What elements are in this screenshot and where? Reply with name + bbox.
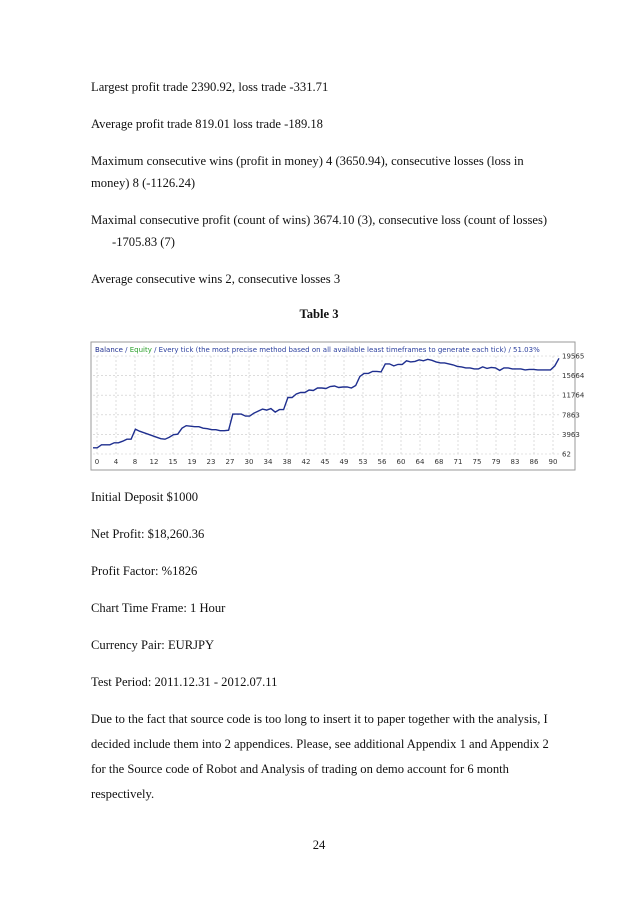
x-tick-label: 49	[339, 458, 349, 466]
x-tick-label: 75	[472, 458, 482, 466]
legend-description: / Every tick (the most precise method based on all available least timeframes to generate each tick) / 51.03%	[151, 346, 540, 354]
x-tick-label: 30	[244, 458, 254, 466]
x-tick-label: 83	[510, 458, 520, 466]
test-period: Test Period: 2011.12.31 - 2012.07.11	[91, 675, 278, 689]
closing-line-2: decided include them into 2 appendices. Please, see additional Appendix 1 and Appendix 2	[91, 737, 549, 751]
initial-deposit: Initial Deposit $1000	[91, 490, 199, 504]
chart-legend	[95, 346, 540, 354]
x-tick-label: 27	[225, 458, 235, 466]
x-tick-label: 15	[168, 458, 178, 466]
max-consecutive-line-1: Maximum consecutive wins (profit in money) 4 (3650.94), consecutive losses (loss in	[91, 154, 524, 168]
legend-separator: /	[122, 346, 130, 354]
y-tick-label: 7863	[562, 411, 580, 420]
page-number: 24	[312, 838, 326, 852]
y-tick-label: 19565	[562, 352, 585, 361]
x-tick-label: 19	[187, 458, 197, 466]
x-tick-label: 23	[206, 458, 216, 466]
maximal-consecutive-line-1: Maximal consecutive profit (count of wins) 3674.10 (3), consecutive loss (count of losses)	[91, 213, 548, 227]
x-tick-label: 42	[301, 458, 311, 466]
y-tick-label: 15664	[562, 372, 585, 381]
x-tick-label: 60	[396, 458, 406, 466]
x-tick-label: 12	[149, 458, 159, 466]
x-tick-label: 90	[548, 458, 558, 466]
x-tick-label: 56	[377, 458, 387, 466]
x-tick-label: 38	[282, 458, 292, 466]
y-tick-label: 62	[562, 450, 571, 459]
x-tick-label: 71	[453, 458, 463, 466]
average-trade-line: Average profit trade 819.01 loss trade -189.18	[91, 117, 323, 131]
legend-equity: Equity	[129, 346, 152, 354]
x-tick-label: 4	[113, 458, 119, 466]
net-profit: Net Profit: $18,260.36	[91, 527, 205, 541]
x-tick-label: 68	[434, 458, 444, 466]
closing-line-1: Due to the fact that source code is too long to insert it to paper together with the analysis, I	[91, 712, 548, 726]
x-tick-label: 64	[415, 458, 425, 466]
largest-trade-line: Largest profit trade 2390.92, loss trade -331.71	[91, 80, 329, 94]
chart-frame	[91, 342, 575, 470]
table-caption: Table 3	[299, 307, 339, 321]
profit-factor: Profit Factor: %1826	[91, 564, 198, 578]
legend-balance: Balance	[95, 346, 123, 354]
x-tick-label: 0	[94, 458, 100, 466]
maximal-consecutive-line-2: -1705.83 (7)	[112, 235, 175, 249]
average-consecutive-line: Average consecutive wins 2, consecutive losses 3	[91, 272, 341, 286]
x-tick-label: 79	[491, 458, 501, 466]
y-tick-label: 3963	[562, 430, 580, 439]
closing-line-3: for the Source code of Robot and Analysis of trading on demo account for 6 month	[91, 762, 509, 776]
x-tick-label: 34	[263, 458, 273, 466]
chart-time-frame: Chart Time Frame: 1 Hour	[91, 601, 226, 615]
closing-line-4: respectively.	[91, 787, 155, 801]
balance-chart	[91, 342, 585, 470]
x-tick-label: 45	[320, 458, 330, 466]
x-tick-label: 86	[529, 458, 539, 466]
currency-pair: Currency Pair: EURJPY	[91, 638, 215, 652]
y-tick-label: 11764	[562, 391, 585, 400]
x-tick-label: 53	[358, 458, 368, 466]
max-consecutive-line-2: money) 8 (-1126.24)	[91, 176, 196, 190]
x-tick-label: 8	[132, 458, 138, 466]
